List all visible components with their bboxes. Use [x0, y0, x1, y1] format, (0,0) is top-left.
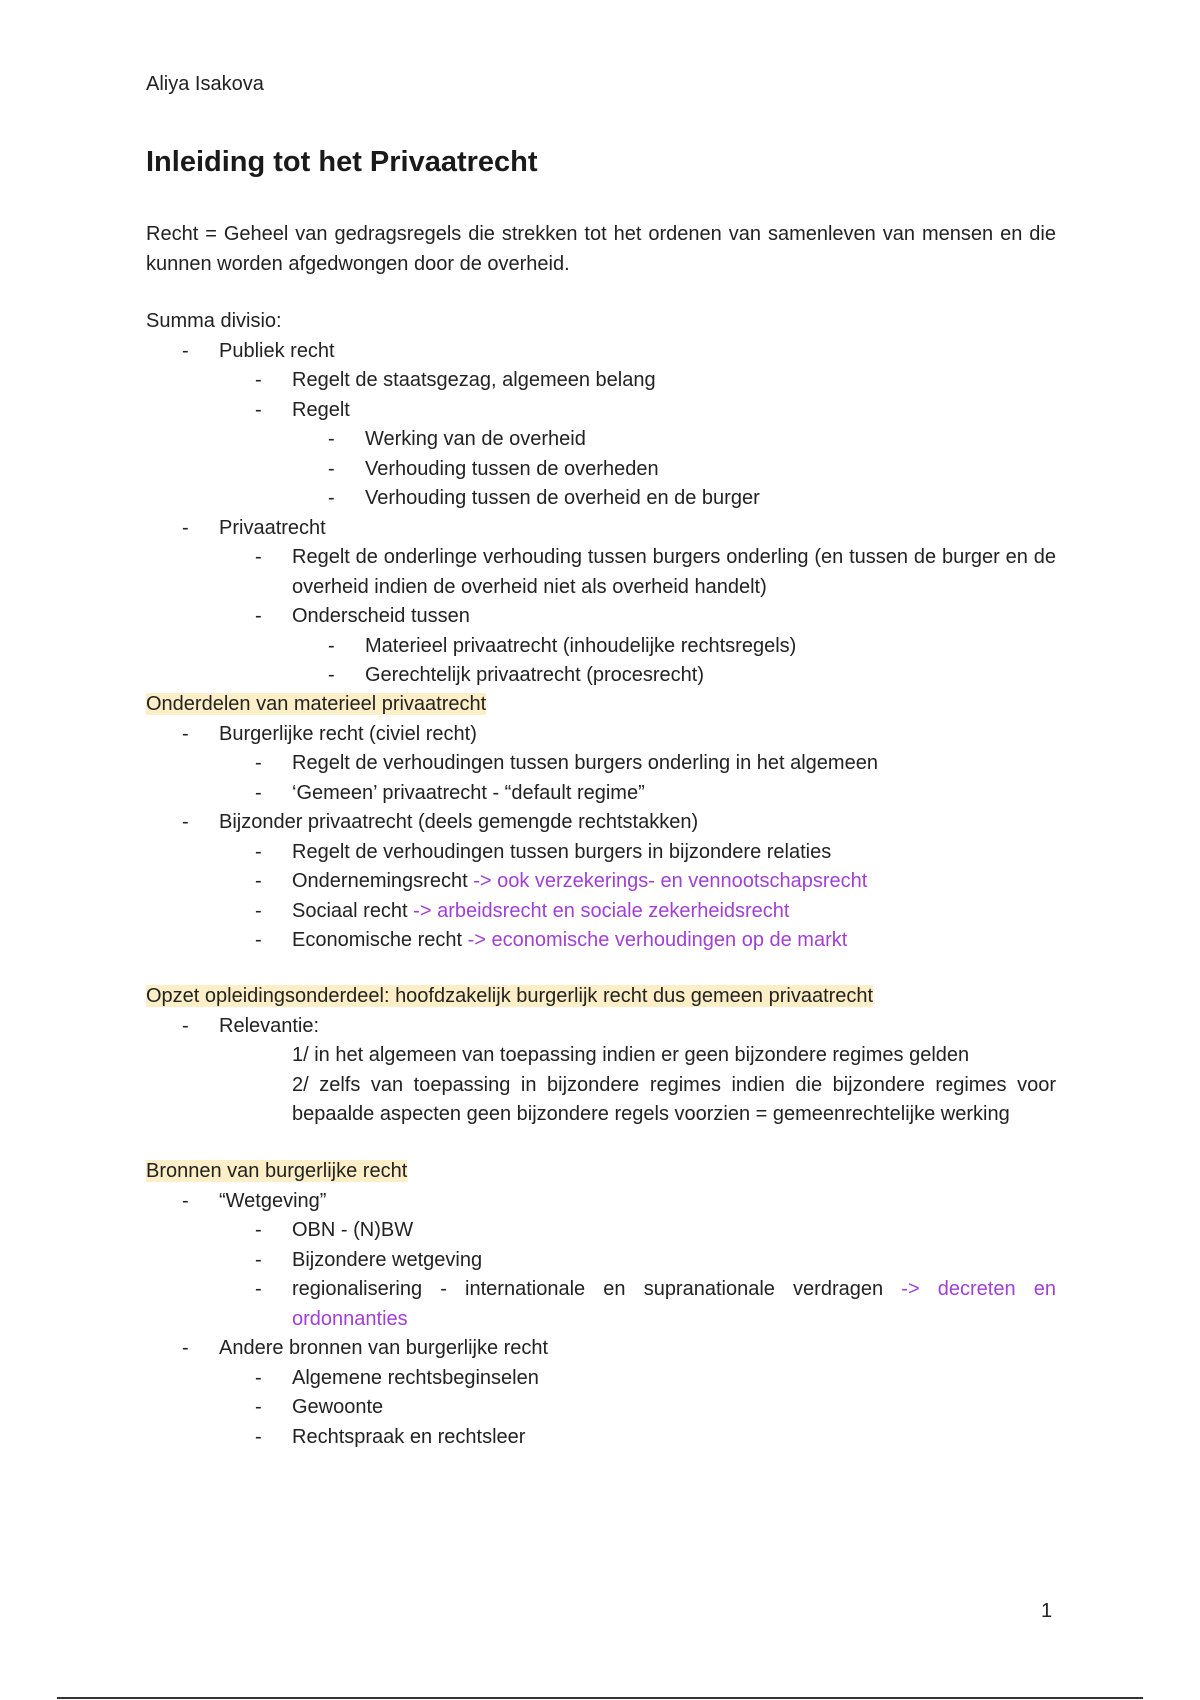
- list-item: - Gerechtelijk privaatrecht (procesrecht): [328, 664, 705, 686]
- list-item: - Bijzonder privaatrecht (deels gemengde rechtstakken): [182, 811, 699, 833]
- page-title: Inleiding tot het Privaatrecht: [146, 146, 538, 178]
- list-item: - Burgerlijke recht (civiel recht): [182, 722, 477, 745]
- list-item: - OBN - (N)BW: [255, 1219, 414, 1241]
- list-item: - ‘Gemeen’ privaatrecht - “default regime”: [255, 781, 645, 804]
- list-item: - Regelt de staatsgezag, algemeen belang: [255, 369, 656, 391]
- note: -> arbeidsrecht en sociale zekerheidsrecht: [413, 899, 790, 922]
- list-item: - Rechtspraak en rechtsleer: [255, 1425, 526, 1448]
- opzet-list: [146, 1012, 1056, 1042]
- list-item: - Economische recht -> economische verhoudingen op de markt: [255, 929, 848, 951]
- list-item: - Privaatrecht: [182, 516, 326, 539]
- document-page: [146, 70, 1057, 1448]
- list-item: - Regelt: [255, 398, 350, 421]
- list-item: - Ondernemingsrecht -> ook verzekerings- en vennootschapsrecht: [255, 870, 868, 892]
- list-item: - regionalisering - internationale en supranationale verdragen -> decreten en ordonnanties: [255, 1278, 1057, 1330]
- bronnen-section: [146, 1157, 1056, 1452]
- list-item: - Sociaal recht -> arbeidsrecht en sociale zekerheidsrecht: [255, 899, 790, 922]
- relevance-point: 2/ zelfs van toepassing in bijzondere regimes indien die bijzondere regimes voor bepaalde aspecten geen bijzondere regels voorzien = gemeenrechtelijke werking: [292, 1073, 1056, 1125]
- list-item: - “Wetgeving”: [182, 1189, 327, 1212]
- author-name: Aliya Isakova: [146, 73, 264, 95]
- list-item: - Relevantie:: [182, 1014, 320, 1037]
- page-number: 1: [1041, 1600, 1053, 1622]
- note: -> decreten en ordonnanties: [292, 1278, 1057, 1330]
- onderdelen-list: [146, 720, 1056, 956]
- list-item: - Verhouding tussen de overheid en de burger: [328, 487, 760, 509]
- list-item: - Werking van de overheid: [328, 428, 586, 450]
- list-item: - Onderscheid tussen: [255, 605, 470, 627]
- note: -> economische verhoudingen op de markt: [467, 929, 848, 951]
- bronnen-list: [146, 1187, 1056, 1453]
- list-item: - Publiek recht: [182, 339, 335, 362]
- section-heading: Summa divisio:: [146, 310, 282, 332]
- summa-divisio-section: [146, 307, 1056, 691]
- list-item: - Verhouding tussen de overheden: [328, 457, 659, 480]
- list-item: - Bijzondere wetgeving: [255, 1248, 483, 1271]
- list-item: - Regelt de onderlinge verhouding tussen burgers onderling (en tussen de burger en de overheid indien de overheid niet als overheid handelt): [255, 546, 1056, 598]
- section-heading: Opzet opleidingsonderdeel: hoofdzakelijk burgerlijk recht dus gemeen privaatrecht: [146, 985, 874, 1007]
- summa-list: [146, 337, 1056, 691]
- section-heading: Onderdelen van materieel privaatrecht: [146, 693, 487, 715]
- opzet-section: [146, 982, 1056, 1130]
- list-item: - Regelt de verhoudingen tussen burgers onderling in het algemeen: [255, 752, 878, 774]
- note: -> ook verzekerings- en vennootschapsrecht: [473, 870, 868, 892]
- section-heading: Bronnen van burgerlijke recht: [146, 1160, 408, 1182]
- definition-paragraph: Recht = Geheel van gedragsregels die strekken tot het ordenen van samenleven van mensen en die kunnen worden afgedwongen door de overheid.: [146, 223, 1056, 275]
- page-divider: [57, 1697, 1143, 1699]
- list-item: - Regelt de verhoudingen tussen burgers in bijzondere relaties: [255, 840, 832, 863]
- onderdelen-section: [146, 690, 1056, 956]
- list-item: - Algemene rechtsbeginselen: [255, 1366, 539, 1389]
- relevance-point: 1/ in het algemeen van toepassing indien er geen bijzondere regimes gelden: [292, 1044, 970, 1066]
- list-item: - Materieel privaatrecht (inhoudelijke rechtsregels): [328, 634, 797, 657]
- list-item: - Andere bronnen van burgerlijke recht: [182, 1337, 549, 1359]
- list-item: - Gewoonte: [255, 1396, 384, 1418]
